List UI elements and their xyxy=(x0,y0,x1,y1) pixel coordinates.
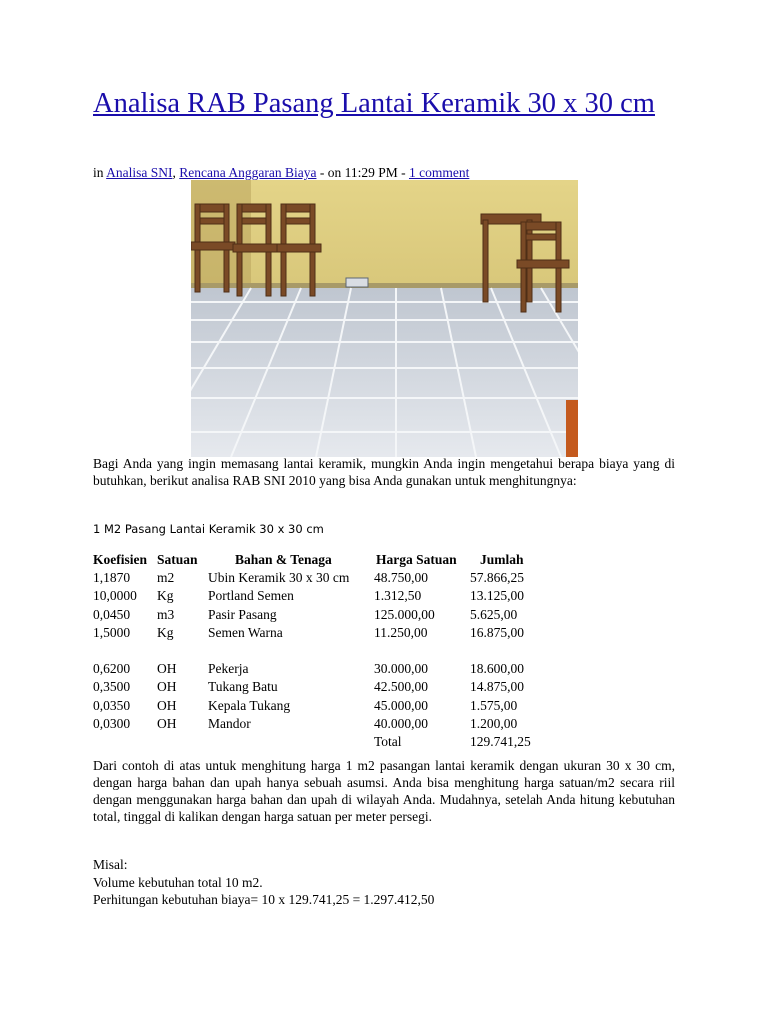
cell-koefisien: 0,0350 xyxy=(93,697,131,713)
cell-harga: 42.500,00 xyxy=(374,679,428,695)
cell-bahan: Semen Warna xyxy=(208,624,283,640)
cell-harga: 48.750,00 xyxy=(374,570,428,586)
category-link-rencana-anggaran-biaya[interactable]: Rencana Anggaran Biaya xyxy=(179,165,317,180)
cell-harga: 11.250,00 xyxy=(374,624,428,640)
cell-bahan: Pasir Pasang xyxy=(208,606,277,622)
cell-satuan: Kg xyxy=(157,588,174,604)
header-harga-satuan: Harga Satuan xyxy=(376,552,457,567)
cell-harga: 30.000,00 xyxy=(374,661,428,677)
article-title[interactable]: Analisa RAB Pasang Lantai Keramik 30 x 30 cm xyxy=(93,88,655,119)
cell-tenaga: Pekerja xyxy=(208,661,249,677)
cell-bahan: Portland Semen xyxy=(208,588,294,604)
cell-satuan: OH xyxy=(157,661,177,677)
cell-jumlah: 14.875,00 xyxy=(470,679,524,695)
cell-jumlah: 5.625,00 xyxy=(470,606,518,622)
cell-koefisien: 0,3500 xyxy=(93,679,131,695)
comments-link[interactable]: 1 comment xyxy=(408,165,470,180)
cell-jumlah: 13.125,00 xyxy=(470,588,524,604)
total-value: 129.741,25 xyxy=(470,733,531,749)
cell-tenaga: Mandor xyxy=(208,715,251,731)
cell-satuan: Kg xyxy=(157,624,174,640)
cell-koefisien: 1,5000 xyxy=(93,624,131,640)
cell-koefisien: 0,0450 xyxy=(93,606,131,622)
header-bahan-tenaga: Bahan & Tenaga xyxy=(235,552,332,567)
total-label: Total xyxy=(374,733,402,749)
example-block xyxy=(93,856,434,909)
example-label: Misal: xyxy=(93,857,128,872)
example-calculation: Perhitungan kebutuhan biaya= 10 x 129.741,25 = 1.297.412,50 xyxy=(93,892,435,907)
cell-koefisien: 0,0300 xyxy=(93,715,131,731)
cell-jumlah: 1.200,00 xyxy=(470,715,518,731)
example-volume: Volume kebutuhan total 10 m2. xyxy=(93,874,263,890)
header-satuan: Satuan xyxy=(157,552,198,567)
cell-harga: 45.000,00 xyxy=(374,697,428,713)
classroom-ceramic-floor-photo xyxy=(191,180,578,457)
cell-satuan: OH xyxy=(157,697,177,713)
category-link-analisa-sni[interactable]: Analisa SNI xyxy=(106,165,173,180)
cell-harga: 40.000,00 xyxy=(374,715,428,731)
meta-prefix: in xyxy=(93,165,107,180)
cell-jumlah: 57.866,25 xyxy=(470,570,524,586)
cell-harga: 125.000,00 xyxy=(374,606,435,622)
cell-tenaga: Tukang Batu xyxy=(208,679,278,695)
table-subheading: 1 M2 Pasang Lantai Keramik 30 x 30 cm xyxy=(93,522,324,536)
cell-satuan: m2 xyxy=(157,570,175,586)
header-koefisien: Koefisien xyxy=(93,552,147,567)
cell-koefisien: 0,6200 xyxy=(93,661,131,677)
cell-satuan: OH xyxy=(157,679,177,695)
cell-bahan: Ubin Keramik 30 x 30 cm xyxy=(208,570,350,586)
cell-koefisien: 10,0000 xyxy=(93,588,137,604)
cell-jumlah: 18.600,00 xyxy=(470,661,524,677)
cell-koefisien: 1,1870 xyxy=(93,570,131,586)
post-time: - on 11:29 PM - xyxy=(316,165,409,180)
meta-separator: , xyxy=(172,165,180,180)
cell-satuan: m3 xyxy=(157,606,175,622)
cell-jumlah: 1.575,00 xyxy=(470,697,518,713)
cell-satuan: OH xyxy=(157,715,177,731)
header-jumlah: Jumlah xyxy=(480,552,524,567)
intro-paragraph: Bagi Anda yang ingin memasang lantai keramik, mungkin Anda ingin mengetahui berapa biaya yang di butuhkan, berikut analisa RAB SNI 2010 yang bisa Anda gunakan untuk menghitungnya: xyxy=(93,456,675,488)
cell-harga: 1.312,50 xyxy=(374,588,422,604)
cell-tenaga: Kepala Tukang xyxy=(208,697,291,713)
post-meta xyxy=(93,165,469,181)
explanation-paragraph: Dari contoh di atas untuk menghitung harga 1 m2 pasangan lantai keramik dengan ukuran 30 x 30 cm, dengan harga bahan dan upah hanya sebuah asumsi. Anda bisa menghitung harga satuan/m2 secara riil dengan menggunakan harga bahan dan upah di wilayah Anda. Mudahnya, setelah Anda hitung kebutuhan total, tinggal di kalikan dengan harga satuan per meter persegi. xyxy=(93,758,675,824)
cell-jumlah: 16.875,00 xyxy=(470,624,524,640)
